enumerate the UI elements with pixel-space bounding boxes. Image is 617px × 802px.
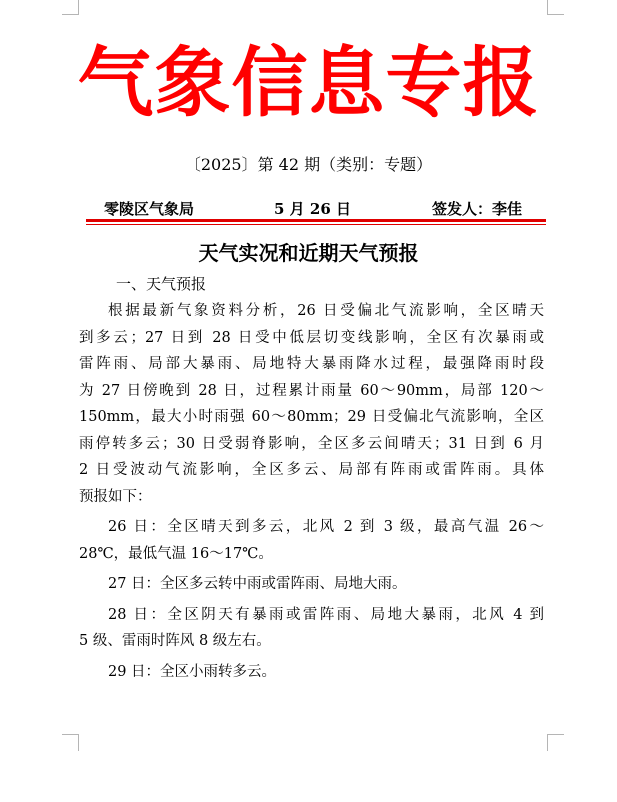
crop-mark-bottom-left <box>62 734 79 751</box>
issue-number: 第 42 期 <box>257 155 321 174</box>
text-line: 雨停转多云；30 日受弱脊影响，全区多云间晴天；31 日到 6 月 <box>79 435 544 452</box>
document-title: 天气实况和近期天气预报 <box>198 241 419 265</box>
issuing-organization: 零陵区气象局 <box>104 200 195 218</box>
red-rule-thick <box>86 219 546 222</box>
body-text <box>79 298 544 685</box>
paragraph-day-28 <box>79 602 544 655</box>
text-line: 到多云；27 日到 28 日受中低层切变线影响，全区有次暴雨或 <box>79 329 544 346</box>
text-line: 5 级、雷雨时阵风 8 级左右。 <box>79 633 271 649</box>
text-line: 28℃，最低气温 16～17℃。 <box>79 545 273 562</box>
issue-date: 5 月 26 日 <box>274 200 351 218</box>
signer: 签发人：李佳 <box>431 200 522 218</box>
crop-mark-top-left <box>62 0 79 15</box>
issue-category: （类别：专题） <box>320 155 433 174</box>
crop-mark-bottom-right <box>547 734 564 751</box>
masthead-title: 气象信息专报 <box>77 38 540 127</box>
paragraph-day-29 <box>79 659 544 686</box>
section-heading: 一、天气预报 <box>116 275 207 293</box>
paragraph-day-27 <box>79 571 544 598</box>
text-line: 150mm，最大小时雨强 60～80mm；29 日受偏北气流影响，全区 <box>79 409 544 425</box>
text-line: 28 日：全区阴天有暴雨或雷阵雨、局地大暴雨，北风 4 到 <box>108 606 544 623</box>
text-line: 26 日：全区晴天到多云，北风 2 到 3 级，最高气温 26～ <box>108 519 544 535</box>
text-line: 27 日：全区多云转中雨或雷阵雨、局地大雨。 <box>108 576 407 592</box>
crop-mark-top-right <box>547 0 564 15</box>
text-line: 为 27 日傍晚到 28 日，过程累计雨量 60～90mm，局部 120～ <box>79 382 544 399</box>
issue-line <box>0 154 617 176</box>
issuer-line <box>92 197 532 221</box>
text-line: 雷阵雨、局部大暴雨、局地特大暴雨降水过程，最强降雨时段 <box>79 356 544 372</box>
text-line: 2 日受波动气流影响，全区多云、局部有阵雨或雷阵雨。具体 <box>79 462 544 478</box>
red-rule-thin <box>86 224 546 225</box>
text-line: 29 日：全区小雨转多云。 <box>108 663 277 680</box>
paragraph-day-26 <box>79 514 544 567</box>
paragraph-overview <box>79 298 544 510</box>
text-line: 根据最新气象资料分析，26 日受偏北气流影响，全区晴天 <box>108 303 544 319</box>
text-line: 预报如下： <box>79 488 152 505</box>
issue-year: 〔2025〕 <box>184 155 258 174</box>
